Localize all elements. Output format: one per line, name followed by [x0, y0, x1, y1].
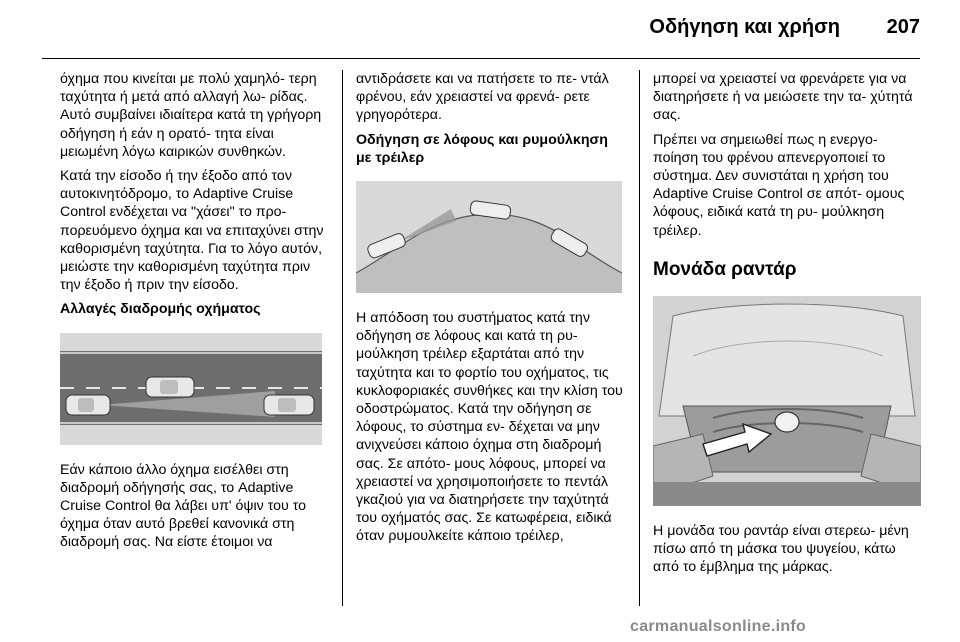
- paragraph: Η απόδοση του συστήματος κατά την οδήγηση σε λόφους και κατά τη ρυ- μούλκηση τρέιλερ εξαρτάται από την ταχύτητα και το φορτίο του οχήματος, τις κυκλοφοριακές συνθήκες και την κλίση του οδοστρώματος. Κατά την οδήγηση σε λόφους, το σύστημα εν- δέχεται να μην ανιχνεύσει κάποιο όχημα στη διαδρομή σας. Σε απότο- μους λόφους, μπορεί να χρειαστεί να χρησιμοποιήσετε το πεντάλ γκαζιού για να διατηρήσετε την ταχύτητά του οχήματός σας. Σε κατωφέρεια, ειδικά όταν ρυμουλκείτε κάποιο τρέιλερ,: [356, 310, 623, 545]
- paragraph: Η μονάδα του ραντάρ είναι στερεω- μένη πίσω από τη μάσκα του ψυγείου, κάτω από το έμβλημα της μάρκας.: [653, 522, 909, 576]
- lane-change-illustration: [60, 333, 322, 445]
- radar-unit-illustration: [653, 296, 921, 506]
- column-divider: [639, 70, 640, 606]
- paragraph: όχημα που κινείται με πολύ χαμηλό- τερη ταχύτητα ή μετά από αλλαγή λω- ρίδας. Αυτό συμβαίνει ιδιαίτερα κατά τη γρήγορη οδήγηση ή εάν η ορατό- τητα είναι μειωμένη λόγω καιρικών συνθηκών.: [60, 71, 322, 160]
- car-own: [66, 395, 110, 415]
- subheading-lane-change: Αλλαγές διαδρομής οχήματος: [60, 301, 261, 318]
- section-title-radar: Μονάδα ραντάρ: [653, 258, 797, 280]
- subheading-hills-towing: Οδήγηση σε λόφους και ρυμούλκηση με τρέιλερ: [356, 131, 608, 166]
- paragraph: Πρέπει να σημειωθεί πως η ενεργο- ποίηση του φρένου απενεργοποιεί το σύστημα. Δεν συνιστάται η χρήση του Adaptive Cruise Control σε απότ- ομους λόφους, ειδικά κατά τη ρυ- μούλκηση τρέιλερ.: [653, 131, 905, 239]
- hill-driving-illustration: [356, 181, 622, 293]
- column-2: [356, 70, 624, 552]
- column-divider: [342, 70, 343, 606]
- header-rule: [42, 58, 920, 59]
- running-title: Οδήγηση και χρήση: [649, 16, 840, 38]
- paragraph: Εάν κάποιο άλλο όχημα εισέλθει στη διαδρομή οδήγησής σας, το Adaptive Cruise Control θα λάβει υπ' όψιν του το όχημα όταν αυτό βρεθεί κανονικά στη διαδρομή σας. Να είστε έτοιμοι να: [60, 461, 306, 551]
- paragraph: αντιδράσετε και να πατήσετε το πε- ντάλ φρένου, εάν χρειαστεί να φρενά- ρετε γρηγορότερα.: [356, 71, 609, 124]
- paragraph: μπορεί να χρειαστεί να φρενάρετε για να διατηρήσετε ή να μειώσετε την τα- χύτητά σας.: [653, 71, 913, 124]
- car-ahead: [264, 395, 314, 415]
- brand-emblem-icon: [775, 412, 799, 432]
- watermark: carmanualsonline.info: [630, 618, 807, 635]
- paragraph: Κατά την είσοδο ή την έξοδο από τον αυτοκινητόδρομο, το Adaptive Cruise Control ενδέχεται να "χάσει" το προ- πορευόμενο όχημα και να επιταχύνει στην καθορισμένη ταχύτητα. Για το λόγο αυτόν, μειώστε την καθορισμένη ταχύτητα πριν την έξοδο ή πριν την είσοδο.: [60, 168, 324, 294]
- column-1: [60, 70, 328, 558]
- page-number: 207: [886, 16, 920, 38]
- column-3: [653, 70, 921, 582]
- page-header: [0, 0, 960, 60]
- car-front-left: [146, 377, 194, 397]
